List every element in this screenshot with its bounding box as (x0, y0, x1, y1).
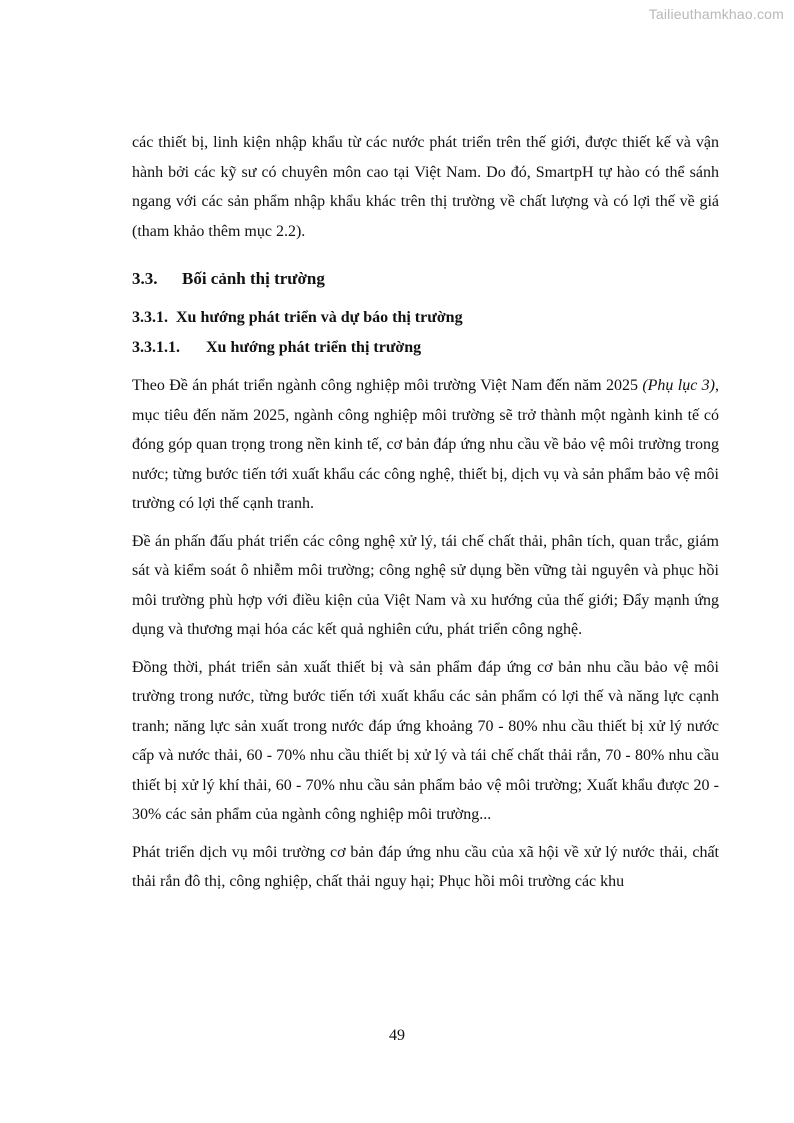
paragraph-production: Đồng thời, phát triển sản xuất thiết bị và sản phẩm đáp ứng cơ bản nhu cầu bảo vệ môi trường trong nước, từng bước tiến tới xuất khẩu các sản phẩm có lợi thế và năng lực cạnh tranh; năng lực sản xuất trong nước đáp ứng khoảng 70 - 80% nhu cầu thiết bị xử lý nước cấp và nước thải, 60 - 70% nhu cầu thiết bị xử lý và tái chế chất thải rắn, 70 - 80% nhu cầu thiết bị xử lý khí thải, 60 - 70% nhu cầu sản phẩm bảo vệ môi trường; Xuất khẩu được 20 - 30% các sản phẩm của ngành công nghiệp môi trường... (132, 658, 719, 823)
section-heading-3-3 (132, 267, 719, 291)
subsection-heading-3-3-1 (132, 307, 719, 329)
section-number: 3.3. (132, 269, 158, 288)
paragraph-intro: các thiết bị, linh kiện nhập khẩu từ các nước phát triển trên thế giới, được thiết kế và vận hành bởi các kỹ sư có chuyên môn cao tại Việt Nam. Do đó, SmartpH tự hào có thể sánh ngang với các sản phẩm nhập khẩu khác trên thị trường về chất lượng và có lợi thế về giá (tham khảo thêm mục 2.2). (132, 134, 719, 240)
paragraph-scheme-text-2: , mục tiêu đến năm 2025, ngành công nghiệp môi trường sẽ trở thành một ngành kinh tế có đóng góp quan trọng trong nền kinh tế, cơ bản đáp ứng nhu cầu về bảo vệ môi trường trong nước; từng bước tiến tới xuất khẩu các công nghệ, thiết bị, dịch vụ và sản phẩm bảo vệ môi trường có lợi thế cạnh tranh. (132, 377, 720, 512)
paragraph-scheme-text-1: Theo Đề án phát triển ngành công nghiệp môi trường Việt Nam đến năm 2025 (132, 377, 643, 394)
appendix-reference: (Phụ lục 3) (642, 377, 716, 394)
subsection-title: Xu hướng phát triển và dự báo thị trường (176, 309, 463, 326)
subsubsection-number: 3.3.1.1. (132, 339, 180, 356)
paragraph-technology: Đề án phấn đấu phát triển các công nghệ xử lý, tái chế chất thải, phân tích, quan trắc, giám sát và kiểm soát ô nhiễm môi trường; công nghệ sử dụng bền vững tài nguyên và phục hồi môi trường phù hợp với điều kiện của Việt Nam và xu hướng của thế giới; Đẩy mạnh ứng dụng và thương mại hóa các kết quả nghiên cứu, phát triển công nghệ. (132, 532, 719, 638)
page-number: 49 (389, 1027, 405, 1044)
page-content (132, 128, 719, 897)
paragraph-services: Phát triển dịch vụ môi trường cơ bản đáp ứng nhu cầu của xã hội về xử lý nước thải, chất thải rắn đô thị, công nghiệp, chất thải nguy hại; Phục hồi môi trường các khu (132, 843, 719, 890)
subsubsection-title: Xu hướng phát triển thị trường (206, 339, 422, 356)
subsection-number: 3.3.1. (132, 309, 168, 326)
paragraph-scheme (132, 371, 719, 519)
watermark: Tailieuthamkhao.com (648, 6, 784, 22)
subsubsection-heading-3-3-1-1 (132, 337, 719, 359)
section-title: Bối cảnh thị trường (182, 269, 325, 288)
